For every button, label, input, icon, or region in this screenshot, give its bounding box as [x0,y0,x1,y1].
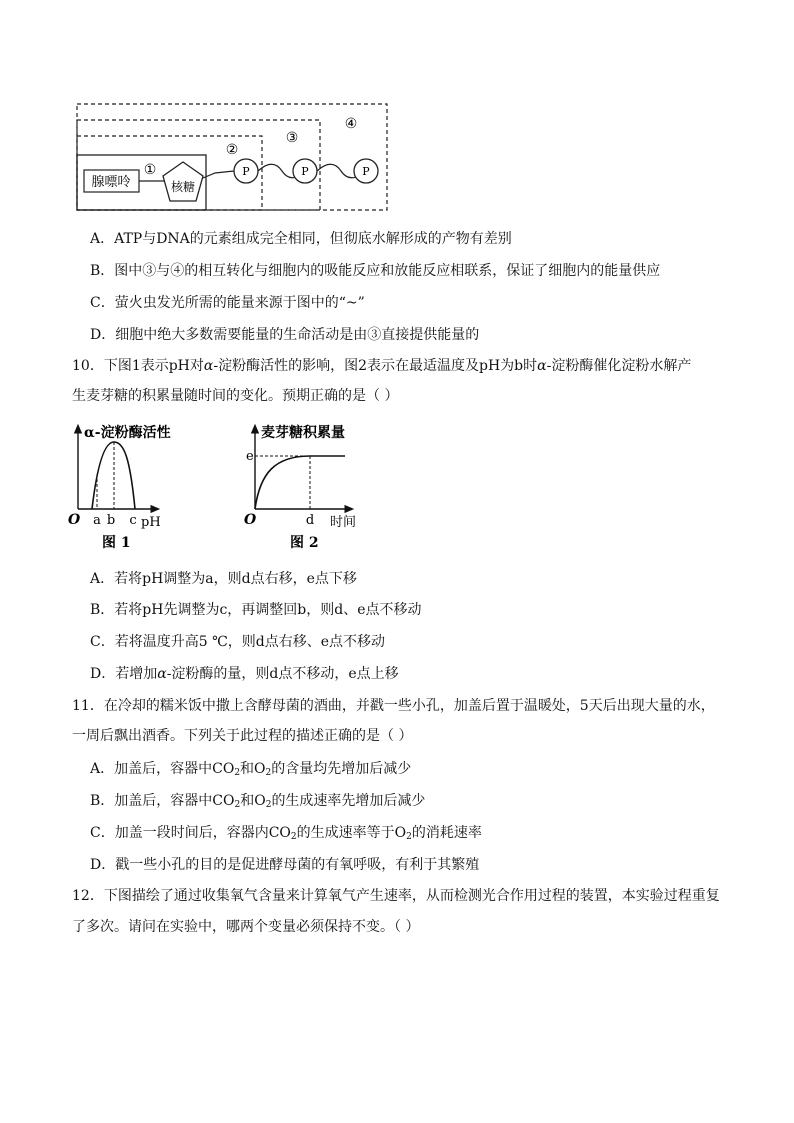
fig1-ylabel: α-淀粉酶活性 [84,425,171,441]
fig1-origin: O [68,512,81,528]
q10-option-c: C．若将温度升高5 ℃，则d点右移、e点不移动 [90,634,385,650]
phosphate-1-label: P [242,165,250,178]
fig2-caption: 图 2 [290,535,319,551]
q12-stem-line2: 了多次。请问在实验中，哪两个变量必须保持不变。（ ） [72,919,420,935]
region-2-label: ② [225,142,239,158]
fig1-caption: 图 1 [102,535,131,551]
region-3-box [77,120,320,210]
q11-option-c: C．加盖一段时间后，容器内$CO_2$的生成速率等于$O_2$的消耗速率 [90,825,482,842]
q12-stem-line1: 12．下图描绘了通过收集氧气含量来计算氧气产生速率，从而检测光合作用过程的装置，本实验过程重复 [72,888,720,904]
q10-stem-line2: 生麦芽糖的积累量随时间的变化。预期正确的是（ ） [72,388,399,404]
adenine-label: 腺嘌呤 [91,175,131,190]
q10-option-d: D．若增加α-淀粉酶的量，则d点不移动，e点上移 [90,666,399,682]
maltose-curve [255,456,345,509]
region-1-label: ① [143,162,157,178]
fig2-x-tick: d [305,513,315,528]
q11-option-b: B．加盖后，容器中$CO_2$和$O_2$的生成速率先增加后减少 [90,793,426,810]
fig1-tick-a: a [93,513,101,528]
q10-option-b: B．若将pH先调整为c，再调整回b，则d、e点不移动 [90,602,422,618]
fig1-xlabel: pH [141,515,161,530]
region-4-label: ④ [344,116,358,132]
q11-option-a: A．加盖后，容器中$CO_2$和$O_2$的含量均先增加后减少 [90,761,412,778]
region-3-label: ③ [285,130,299,146]
phosphate-3-label: P [362,165,370,178]
q11-stem-line1: 11．在冷却的糯米饭中撒上含酵母菌的酒曲，并戳一些小孔，加盖后置于温暖处，5天后出现大量的水， [72,698,715,714]
ribose-label: 核糖 [170,180,196,194]
figure-2-maltose-accumulation [240,418,390,553]
q11-stem-line2: 一周后飘出酒香。下列关于此过程的描述正确的是（ ） [72,728,413,744]
q9-option-b: B．图中③与④的相互转化与细胞内的吸能反应和放能反应相联系，保证了细胞内的能量供应 [90,263,661,279]
fig2-ylabel: 麦芽糖积累量 [261,425,345,441]
q10-option-a: A．若将pH调整为a，则d点右移，e点下移 [90,571,357,587]
atp-structure-diagram [70,98,400,216]
q9-option-d: D．细胞中绝大多数需要能量的生命活动是由③直接提供能量的 [90,327,480,343]
fig1-tick-c: c [129,513,137,528]
fig2-xlabel: 时间 [330,515,357,530]
q9-option-a: A．ATP与DNA的元素组成完全相同，但彻底水解形成的产物有差别 [90,231,512,247]
q11-option-d: D．戳一些小孔的目的是促进酵母菌的有氧呼吸，有利于其繁殖 [90,857,480,873]
q10-stem-line1: 10．下图1表示pH对α-淀粉酶活性的影响，图2表示在最适温度及pH为b时α-淀粉酶催化淀粉水解产 [72,358,692,374]
fig1-tick-b: b [106,513,116,528]
fig2-origin: O [244,512,257,528]
fig2-y-tick: e [246,449,254,464]
figure-1-enzyme-activity [68,418,238,553]
phosphate-2-label: P [301,165,309,178]
q9-option-c: C．萤火虫发光所需的能量来源于图中的“~” [90,295,365,311]
